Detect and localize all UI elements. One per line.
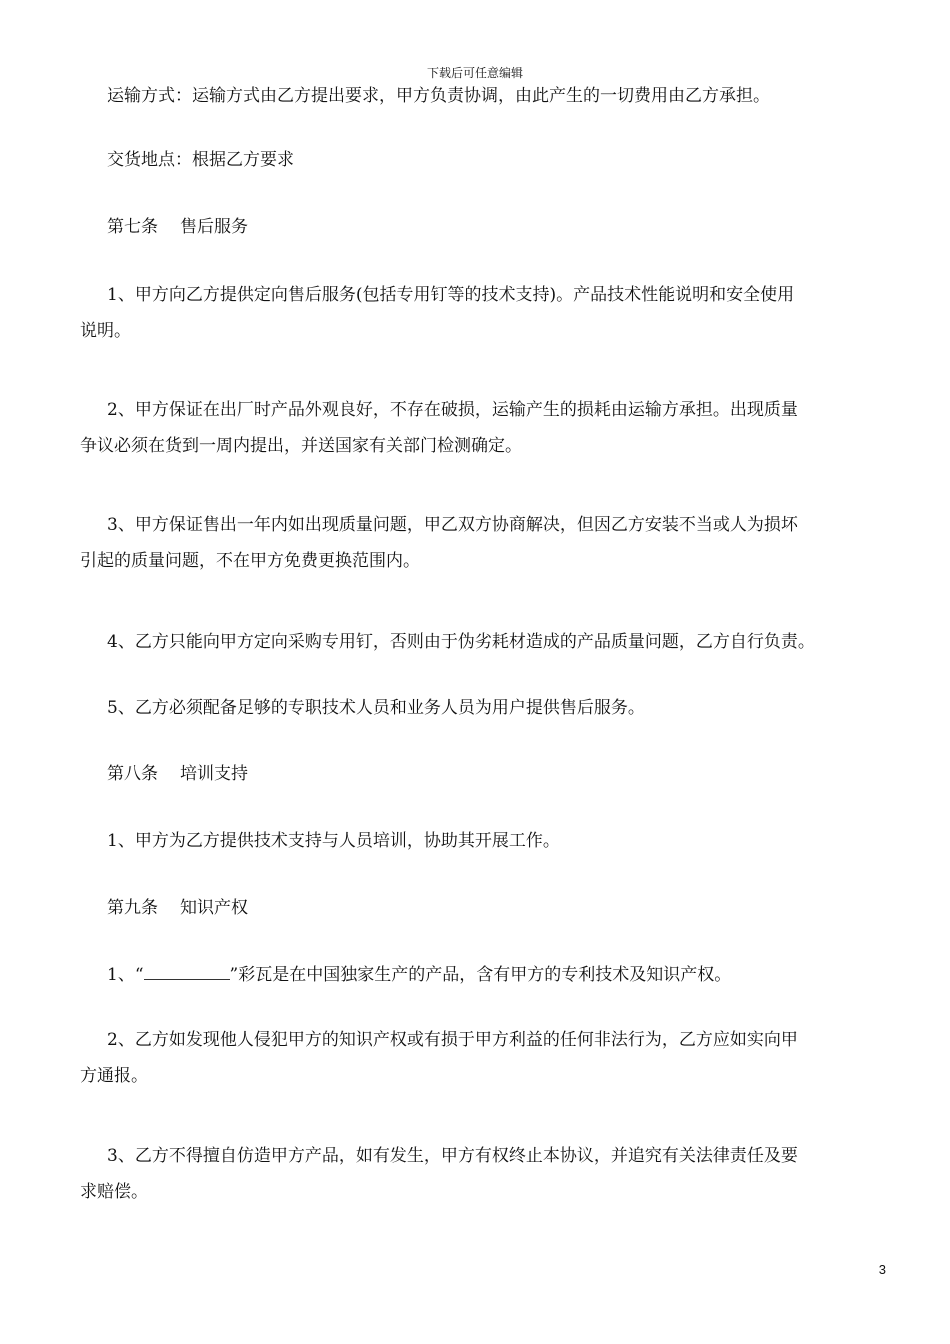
clause-line: 3、乙方不得擅自仿造甲方产品，如有发生，甲方有权终止本协议，并追究有关法律责任及要 (107, 1146, 798, 1166)
page-header: 下载后可任意编辑 (426, 66, 523, 80)
clause-suffix: ”彩瓦是在中国独家生产的产品，含有甲方的专利技术及知识产权。 (229, 965, 732, 985)
clause-line: 求赔偿。 (80, 1182, 148, 1202)
clause-line: 引起的质量问题，不在甲方免费更换范围内。 (80, 551, 420, 571)
article-number: 第七条 (107, 217, 158, 237)
clause-line: 3、甲方保证售出一年内如出现质量问题，甲乙双方协商解决，但因乙方安装不当或人为损坏 (107, 515, 798, 535)
clause-9-1 (107, 957, 897, 993)
clause-line: 2、乙方如发现他人侵犯甲方的知识产权或有损于甲方利益的任何非法行为，乙方应如实向甲 (107, 1030, 798, 1050)
article-8-heading (107, 756, 897, 792)
clause-7-1 (80, 277, 892, 349)
clause-9-2 (80, 1022, 892, 1094)
article-title: 知识产权 (180, 898, 248, 918)
article-title: 培训支持 (180, 764, 248, 784)
article-7-heading (107, 209, 897, 245)
page-number: 3 (878, 1262, 886, 1277)
transport-clause: 运输方式：运输方式由乙方提出要求，甲方负责协调，由此产生的一切费用由乙方承担。 (107, 86, 770, 106)
article-number: 第九条 (107, 898, 158, 918)
delivery-clause: 交货地点：根据乙方要求 (107, 150, 294, 170)
blank-line (144, 964, 230, 980)
article-number: 第八条 (107, 764, 158, 784)
clause-line: 说明。 (80, 321, 131, 341)
clause-7-2 (80, 392, 892, 464)
clause-line: 1、甲方向乙方提供定向售后服务(包括专用钉等的技术支持)。产品技术性能说明和安全使用 (107, 285, 795, 305)
clause-8-1: 1、甲方为乙方提供技术支持与人员培训，协助其开展工作。 (107, 831, 560, 851)
clause-line: 2、甲方保证在出厂时产品外观良好，不存在破损，运输产生的损耗由运输方承担。出现质量 (107, 400, 798, 420)
clause-7-3 (80, 507, 892, 579)
article-9-heading (107, 890, 897, 926)
clause-line: 方通报。 (80, 1066, 148, 1086)
article-title: 售后服务 (180, 217, 248, 237)
clause-line: 争议必须在货到一周内提出，并送国家有关部门检测确定。 (80, 436, 522, 456)
clause-7-5: 5、乙方必须配备足够的专职技术人员和业务人员为用户提供售后服务。 (107, 698, 645, 718)
clause-7-4: 4、乙方只能向甲方定向采购专用钉，否则由于伪劣耗材造成的产品质量问题，乙方自行负责。 (107, 632, 815, 652)
clause-prefix: 1、“ (107, 965, 144, 985)
clause-9-3 (80, 1138, 892, 1210)
